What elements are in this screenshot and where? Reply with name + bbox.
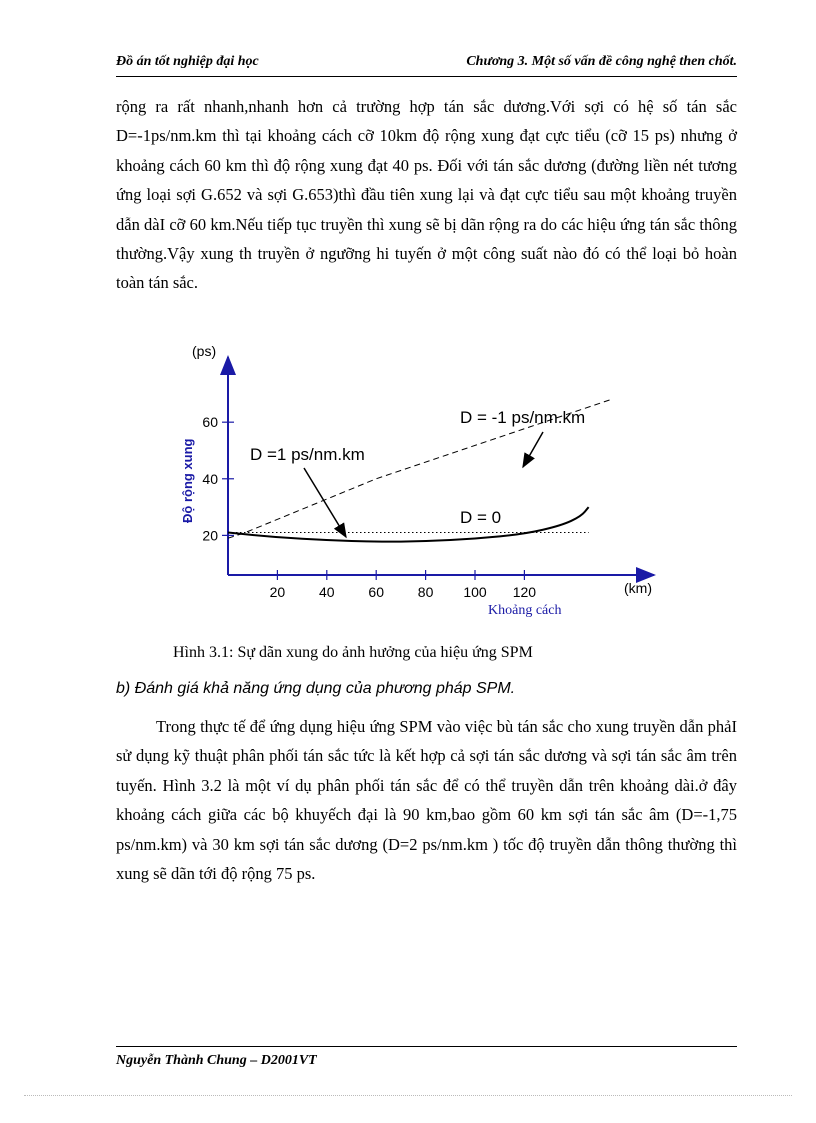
x-axis-title: Khoảng cách — [488, 603, 562, 618]
figure-spm-chart — [170, 335, 670, 620]
paragraph-1: rộng ra rất nhanh,nhanh hơn cả trường hợp tán sắc dương.Với sợi có hệ số tán sắc D=-1ps/nm.km thì tại khoảng cách cỡ 10km độ rộng xung đạt cực tiểu (cỡ 15 ps) nhưng ở khoảng cách 60 km thì độ rộng xung đạt 40 ps. Đối với tán sắc dương (đường liền nét tương ứng loại sợi G.652 và sợi G.653)thì đầu tiên xung lại và đạt cực tiểu sau một khoảng truyền dẫn dàI cỡ 60 km.Nếu tiếp tục truyền thì xung sẽ bị dãn rộng ra do các hiệu ứng tán sắc thông thường.Vậy xung th truyền ở ngưỡng hi tuyến ở một công suất nào đó có thể loại bỏ hoàn toàn tán sắc. — [116, 97, 737, 293]
arrow-d-minus-1 — [523, 432, 543, 467]
header-title-left: Đồ án tốt nghiệp đại học — [116, 54, 259, 69]
page-header — [116, 52, 737, 77]
y-axis-title: Độ rộng xung — [180, 438, 195, 523]
figure-caption: Hình 3.1: Sự dãn xung do ảnh hưởng của hiệu ứng SPM — [173, 644, 533, 661]
x-tick-label: 40 — [319, 584, 335, 600]
x-tick-label: 20 — [269, 584, 286, 600]
paragraph-2: Trong thực tế để ứng dụng hiệu ứng SPM vào việc bù tán sắc cho xung truyền dẫn phảI sử dụng kỹ thuật phân phối tán sắc tức là kết hợp cả sợi tán sắc dương và sợi tán sắc âm trên tuyến. Hình 3.2 là một ví dụ phân phối tán sắc để có thể truyền dẫn trên khoảng dài.ở đây khoảng cách giữa các bộ khuyếch đại là 90 km,bao gồm 60 km sợi tán sắc âm (D=-1,75 ps/nm.km) và 30 km sợi tán sắc dương (D=2 ps/nm.km ) tốc độ truyền dẫn thông thường thì xung sẽ dãn tới độ rộng 75 ps. — [116, 717, 737, 884]
footer-author: Nguyễn Thành Chung – D2001VT — [116, 1053, 317, 1068]
annotation-d-minus-1: D = -1 ps/nm.km — [460, 408, 586, 427]
y-tick-label: 20 — [202, 527, 218, 544]
page-footer — [116, 1046, 737, 1068]
x-unit-label: (km) — [624, 580, 652, 596]
y-tick-label: 40 — [202, 470, 218, 487]
y-tick-label: 60 — [202, 414, 218, 431]
chart-annotations — [250, 408, 585, 537]
x-tick-label: 120 — [512, 584, 537, 600]
x-tick-label: 100 — [463, 584, 487, 600]
annotation-d-zero: D = 0 — [460, 508, 502, 527]
header-title-right: Chương 3. Một số vấn đề công nghệ then chốt. — [466, 54, 737, 69]
series-line-2 — [228, 507, 589, 542]
chart-svg — [170, 335, 670, 620]
section-subheading: b) Đánh giá khả năng ứng dụng của phương pháp SPM. — [116, 680, 516, 697]
page-bottom-divider — [24, 1095, 792, 1096]
annotation-d-plus-1: D =1 ps/nm.km — [250, 445, 365, 464]
x-tick-label: 80 — [417, 584, 434, 600]
x-tick-label: 60 — [368, 584, 384, 600]
chart-axes — [180, 343, 654, 618]
arrow-d-plus-1 — [304, 468, 346, 537]
y-unit-label: (ps) — [192, 343, 217, 359]
